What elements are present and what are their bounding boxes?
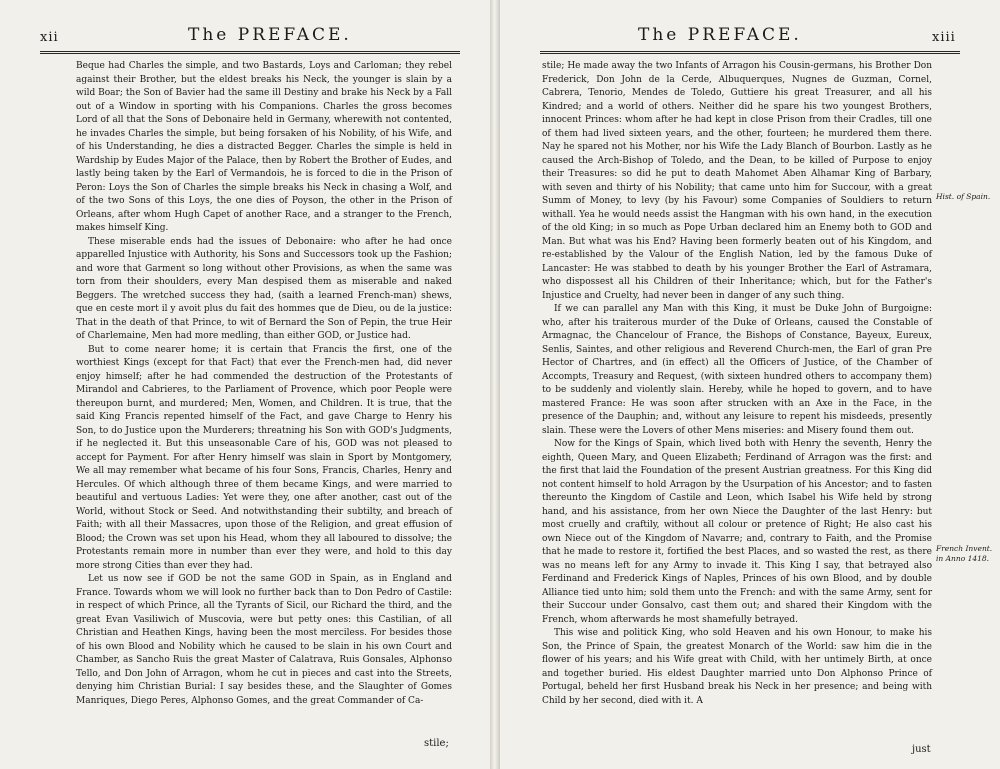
paragraph: stile; He made away the two Infants of Arragon his Cousin-germans, his Brother Don Frederick, Don John de la Cerde, Albuquerques, Nugnes de Guzman, Cornel, Cabrera, Tenorio, Mendes de Toledo, Guttiere his great Treasurer, and all his Kindred; and a world of others. Neither did he spare his two youngest Brothers, innocent Princes: whom after he had kept in close Prison from their Cradles, till one of them had lived sixteen years, and the other, fourteen; he murdered them there. Nay he spared not his Mother, nor his Wife the Lady Blanch of Bourbon. Lastly as he caused the Arch-Bishop of Toledo, and the Dean, to be killed of Purpose to enjoy their Treasures: so did he put to death Mahomet Aben Alhamar King of Barbary, with seven and thirty of his Nobility; that came unto him for Succour, with a great Summ of Money, to levy (by his Favour) some Companies of Souldiers to return withall. Yea he would needs assist the Hangman with his own hand, in the execution of the old King; in so much as Pope Urban declared him an Enemy both to GOD and Man. But what was his End? Having been formerly beaten out of his Kingdom, and re-established by the Valour of the English Nation, led by the famous Duke of Lancaster: He was stabbed to death by his younger Brother the Earl of Astramara, who dispossest all his Children of their Inheritance; which, but for the Father's Injustice and Cruelty, had never been in danger of any such thing. [542, 61, 932, 301]
right-body-text [542, 60, 932, 708]
right-page [500, 0, 1000, 769]
left-page-number: xii [40, 30, 59, 45]
right-head-rule [540, 51, 960, 54]
right-running-head: The PREFACE. [638, 25, 802, 45]
paragraph: Now for the Kings of Spain, which lived both with Henry the seventh, Henry the eighth, Queen Mary, and Queen Elizabeth; Ferdinand of Arragon was the first: and the first that laid the Foundation of the present Austrian greatness. For this King did not content himself to hold Arragon by the Usurpation of his Ancestor; and to fasten thereunto the Kingdom of Castile and Leon, which Isabel his Wife held by strong hand, and his assistance, from her own Niece the Daughter of the last Henry: but most cruelly and craftily, without all colour or pretence of Right; He also cast his own Niece out of the Kingdom of Navarre; and, contrary to Faith, and the Promise that he made to restore it, fortified the best Places, and so wasted the rest, as there was no means left for any Army to invade it. This King I say, that betrayed also Ferdinand and Frederick Kings of Naples, Princes of his own Blood, and by double Alliance tied unto him; sold them unto the French: and with the same Army, sent for their Succour under Gonsalvo, cast them out; and shared their Kingdom with the French, whom afterwards he most shamefully betrayed. [542, 439, 932, 625]
left-head-rule [40, 51, 460, 54]
right-page-number: xiii [932, 30, 956, 45]
paragraph: But to come nearer home; it is certain that Francis the first, one of the worthiest Kings (except for that Fact) that ever the French-men had, did never enjoy himself; after he had commended the destruction of the Protestants of Mirandol and Cabrieres, to the Parliament of Provence, which poor People were thereupon burnt, and murdered; Men, Women, and Children. It is true, that the said King Francis repented himself of the Fact, and gave Charge to Henry his Son, to do Justice upon the Murderers; threatning his Son with GOD's Judgments, if he neglected it. But this unseasonable Care of his, GOD was not pleased to accept for Payment. For after Henry himself was slain in Sport by Montgomery, We all may remember what became of his four Sons, Francis, Charles, Henry and Hercules. Of which although three of them became Kings, and were married to beautiful and vertuous Ladies: Yet were they, one after another, cast out of the World, without Stock or Seed. And notwithstanding their subtilty, and breach of Faith; with all their Massacres, upon those of the Religion, and great effusion of Blood; the Crown was set upon his Head, whom they all laboured to dissolve; the Protestants remain more in number than ever they were, and hold to this day more strong Cities than ever they had. [76, 344, 452, 571]
left-running-head: The PREFACE. [188, 25, 352, 45]
left-body-text [76, 60, 452, 708]
margin-note: French Invent. in Anno 1418. [936, 544, 993, 563]
right-catchword: just [912, 744, 931, 755]
paragraph: These miserable ends had the issues of Debonaire: who after he had once apparelled Injustice with Authority, his Sons and Successors took up the Fashion; and wore that Garment so long without other Provisions, as when the same was torn from their shoulders, every Man despised them as miserable and naked Beggers. The wretched success they had, (saith a learned French-man) shews, que en ceste mort il y avoit plus du fait des hommes que de Dieu, ou de la justice: That in the death of that Prince, to wit of Bernard the Son of Pepin, the true Heir of Charlemaine, Men had more medling, than either GOD, or Justice had. [76, 236, 452, 341]
paragraph: If we can parallel any Man with this King, it must be Duke John of Burgoigne: who, after his traiterous murder of the Duke of Orleans, caused the Constable of Armagnac, the Chancelour of France, the Bishops of Constance, Bayeux, Eureux, Senlis, Saintes, and other religious and Reverend Church-men, the Earl of gran Pre Hector of Chartres, and (in effect) all the Officers of Justice, of the Chamber of Accompts, Treasury and Request, (with sixteen hundred others to accompany them) to be suddenly and violently slain. Hereby, while he hoped to govern, and to have mastered France: He was soon after strucken with an Axe in the Face, in the presence of the Dauphin; and, without any leisure to repent his misdeeds, presently slain. These were the Lovers of other Mens miseries: and Misery found them out. [542, 304, 932, 436]
paragraph: Beque had Charles the simple, and two Bastards, Loys and Carloman; they rebel against their Brother, but the eldest breaks his Neck, the younger is slain by a wild Boar; the Son of Bavier had the same ill Destiny and brake his Neck by a Fall out of a Window in sporting with his Companions. Charles the gross becomes Lord of all that the Sons of Debonaire held in Germany, wherewith not contented, he invades Charles the simple, but being forsaken of his Nobility, of his Wife, and of his Understanding, he dies a distracted Begger. Charles the simple is held in Wardship by Eudes Major of the Palace, then by Robert the Brother of Eudes, and lastly being taken by the Earl of Vermandois, he is forced to die in the Prison of Peron: Loys the Son of Charles the simple breaks his Neck in chasing a Wolf, and of the two Sons of this Loys, the one dies of Poyson, the other in the Prison of Orleans, after whom Hugh Capet of another Race, and a stranger to the French, makes himself King. [76, 61, 452, 233]
margin-note: Hist. of Spain. [936, 192, 991, 201]
paragraph: This wise and politick King, who sold Heaven and his own Honour, to make his Son, the Prince of Spain, the greatest Monarch of the World: saw him die in the flower of his years; and his Wife great with Child, with her untimely Birth, at once and together buried. His eldest Daughter married unto Don Alphonso Prince of Portugal, beheld her first Husband break his Neck in her presence; and being with Child by her second, died with it. A [542, 628, 932, 706]
paragraph: Let us now see if GOD be not the same GOD in Spain, as in England and France. Towards whom we will look no further back than to Don Pedro of Castile: in respect of which Prince, all the Tyrants of Sicil, our Richard the third, and the great Evan Vasiliwich of Muscovia, were but petty ones: this Castilian, of all Christian and Heathen Kings, having been the most merciless. For besides those of his own Blood and Nobility which he caused to be slain in his own Court and Chamber, as Sancho Ruis the great Master of Calatrava, Ruis Gonsales, Alphonso Tello, and Don John of Arragon, whom he cut in pieces and cast into the Streets, denying him Christian Burial: I say besides these, and the Slaughter of Gomes Manriques, Diego Peres, Alphonso Gomes, and the great Commander of Ca- [76, 574, 452, 706]
left-catchword: stile; [424, 738, 449, 749]
book-gutter [490, 0, 500, 769]
left-page [0, 0, 490, 769]
